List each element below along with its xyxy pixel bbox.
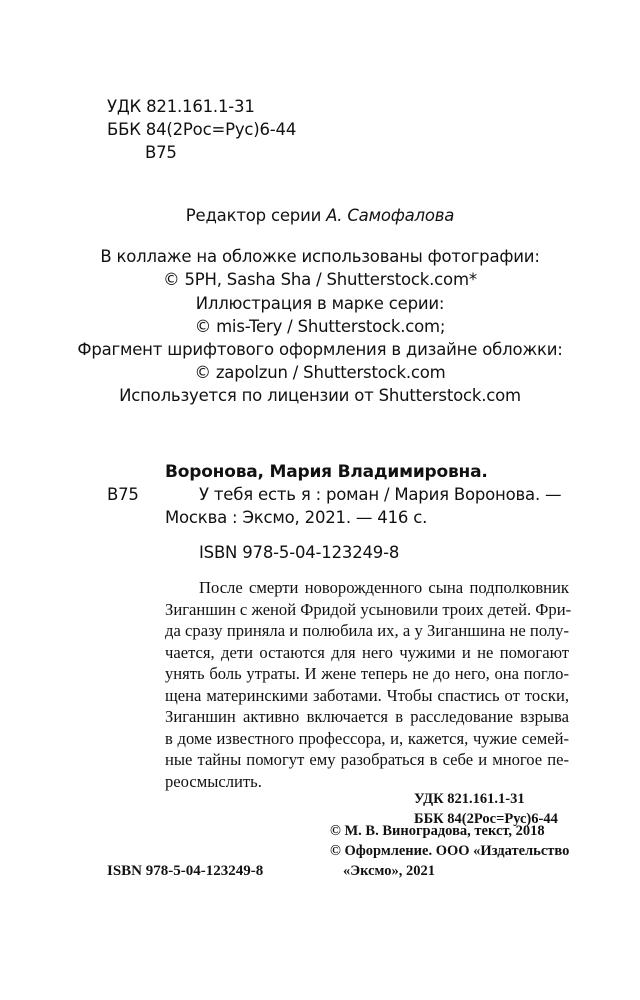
title-line-2: Москва : Эксмо, 2021. — 416 с.	[165, 508, 428, 527]
annotation-line: реосмыслить.	[165, 771, 262, 791]
udk-code-bottom: УДК 821.161.1-31	[414, 791, 525, 807]
credit-line-3: Иллюстрация в марке серии:	[195, 294, 445, 313]
annotation-line: в доме известного профессора, и, кажется, чужие семей-	[165, 728, 569, 748]
annotation-line: После смерти новорожденного сына подполковник	[199, 578, 569, 597]
annotation-line: щена материнскими заботами. Чтобы спастись от тоски,	[165, 685, 569, 705]
annotation-line: да сразу приняла и полюбила их, а у Зиганшина не полу-	[165, 621, 569, 640]
copyright-publisher: «Эксмо», 2021	[343, 863, 435, 879]
annotation-line: Зиганшин активно включается в расследование взрыва	[165, 707, 569, 726]
author-mark: В75	[107, 485, 139, 504]
annotation-line: унять боль утраты. И жене теперь не до него, она погло-	[165, 664, 569, 683]
annotation-line: ные тайны помогут ему разобраться в себе и многое пе-	[165, 750, 569, 769]
annotation-line: чается, дети остаются для него чужими и не помогают	[165, 642, 569, 662]
series-editor-name: А. Самофалова	[326, 206, 455, 225]
bbk-code-top: ББК 84(2Рос=Рус)6-44	[107, 120, 297, 139]
isbn-footer: ISBN 978-5-04-123249-8	[107, 863, 264, 879]
series-editor-line	[0, 206, 640, 225]
credit-line-5: Фрагмент шрифтового оформления в дизайне обложки:	[77, 340, 563, 359]
bbk-code-bottom: ББК 84(2Рос=Рус)6-44	[414, 811, 558, 827]
credit-line-2: © 5PH, Sasha Sha / Shutterstock.com*	[163, 270, 477, 289]
annotation	[165, 577, 572, 792]
credit-line-7: Используется по лицензии от Shutterstock.com	[119, 386, 521, 405]
credit-line-4: © mis-Tery / Shutterstock.com;	[194, 317, 446, 336]
author-heading: Воронова, Мария Владимировна.	[165, 462, 488, 482]
author-mark-top: В75	[145, 143, 177, 162]
udk-code-top: УДК 821.161.1-31	[107, 97, 255, 116]
isbn-catalog: ISBN 978-5-04-123249-8	[199, 543, 400, 562]
copyright-text: © М. В. Виноградова, текст, 2018	[330, 823, 545, 839]
series-editor-label: Редактор серии	[185, 206, 322, 225]
title-line-1: У тебя есть я : роман / Мария Воронова. —	[199, 485, 562, 504]
credit-line-6: © zapolzun / Shutterstock.com	[194, 363, 446, 382]
copyright-design: © Оформление. ООО «Издательство	[330, 843, 570, 859]
annotation-line: Зиганшин с женой Фридой усыновили троих детей. Фри-	[165, 599, 572, 619]
credit-line-1: В коллаже на обложке использованы фотографии:	[100, 247, 540, 266]
